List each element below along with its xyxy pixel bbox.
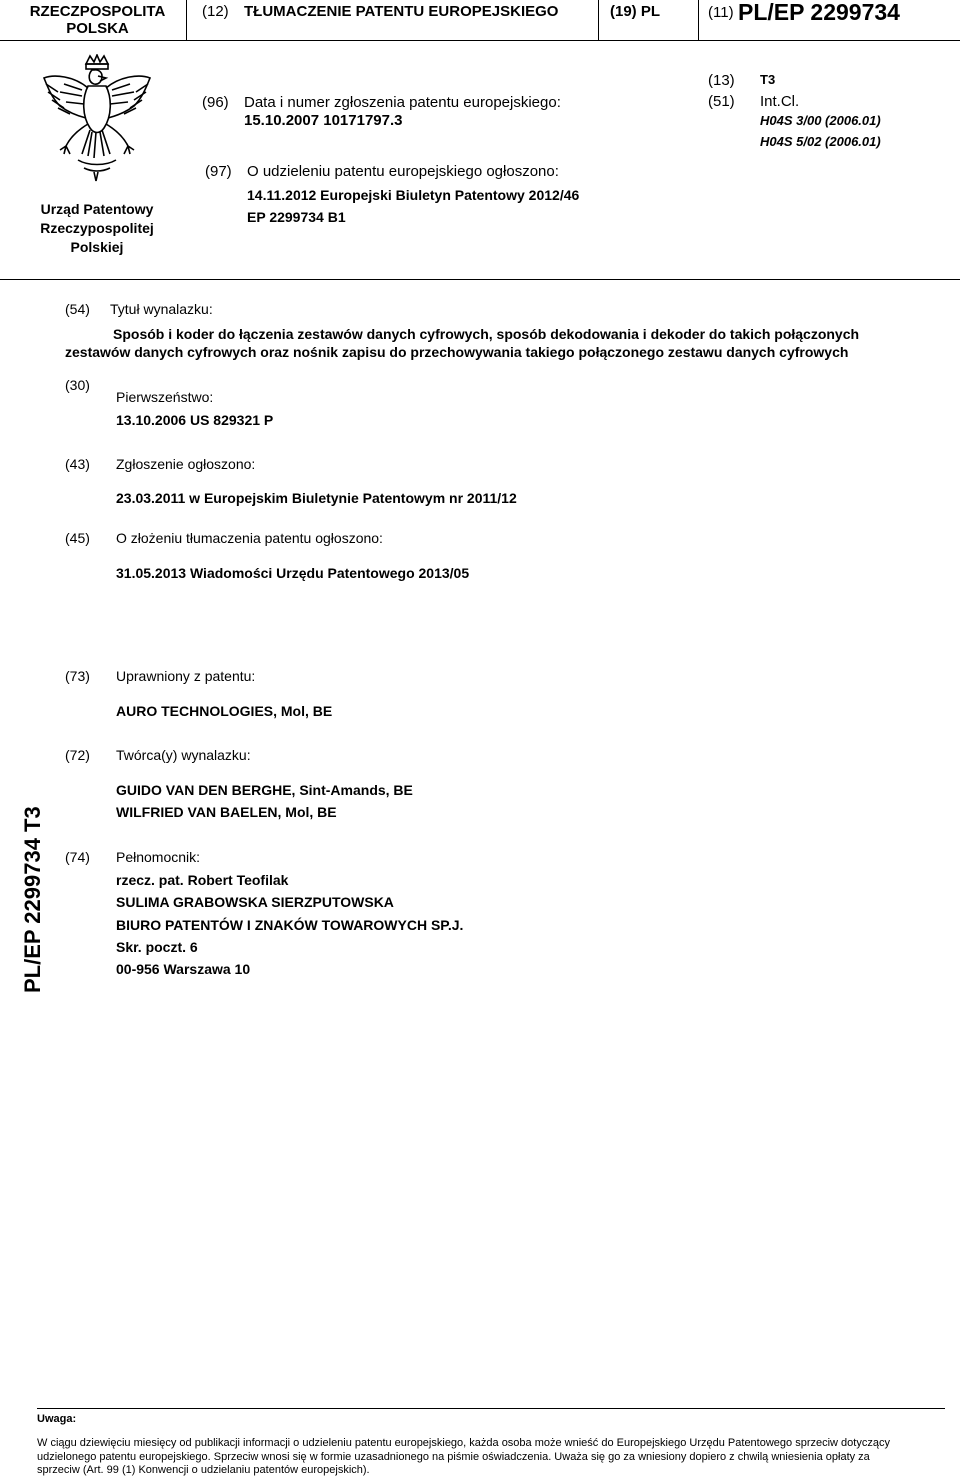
field-30-value: 13.10.2006 US 829321 P — [116, 412, 274, 428]
field-97-value2: EP 2299734 B1 — [247, 209, 346, 225]
polish-eagle-emblem-icon — [38, 54, 156, 182]
header-divider — [0, 40, 960, 41]
field-43-value: 23.03.2011 w Europejskim Biuletynie Patentowym nr 2011/12 — [116, 490, 517, 506]
code-43: (43) — [65, 456, 90, 472]
field-73-label: Uprawniony z patentu: — [116, 668, 256, 684]
country-line2: POLSKA — [66, 20, 129, 37]
header-vdivider-3 — [698, 0, 699, 40]
document-type: TŁUMACZENIE PATENTU EUROPEJSKIEGO — [244, 3, 559, 20]
footer-line1: W ciągu dziewięciu miesięcy od publikacji informacji o udzieleniu patentu europejskiego, każda osoba może wnieść do Europejskiego Urzędu Patentowego sprzeciw dotyczący — [37, 1437, 890, 1449]
code-12: (12) — [202, 3, 229, 20]
code-51: (51) — [708, 93, 735, 110]
code-72: (72) — [65, 747, 90, 763]
code-54: (54) — [65, 301, 90, 317]
field-45-value: 31.05.2013 Wiadomości Urzędu Patentowego 2013/05 — [116, 565, 470, 581]
field-30-label: Pierwszeństwo: — [116, 389, 214, 405]
field-45-label: O złożeniu tłumaczenia patentu ogłoszono: — [116, 530, 383, 546]
code-30: (30) — [65, 377, 90, 393]
footer-label: Uwaga: — [37, 1413, 77, 1425]
patent-office-name — [26, 200, 168, 257]
inventor-2: WILFRIED VAN BAELEN, Mol, BE — [116, 804, 337, 820]
footer-divider — [37, 1408, 945, 1409]
inventor-1: GUIDO VAN DEN BERGHE, Sint-Amands, BE — [116, 782, 413, 798]
office-line3: Polskiej — [70, 239, 124, 255]
field-13-value: T3 — [760, 72, 776, 87]
field-97-value: 14.11.2012 Europejski Biuletyn Patentowy 2012/46 — [247, 187, 580, 203]
footer-line3: sprzeciw (Art. 99 (1) Konwencji o udzielaniu patentów europejskich). — [37, 1464, 370, 1476]
field-43-label: Zgłoszenie ogłoszono: — [116, 456, 256, 472]
side-patent-label: PL/EP 2299734 T3 — [20, 806, 45, 993]
header-vdivider-2 — [598, 0, 599, 40]
attorney-line4: Skr. poczt. 6 — [116, 939, 198, 955]
office-line2: Rzeczypospolitej — [40, 220, 154, 236]
code-19: (19) PL — [610, 3, 661, 20]
invention-title-line1: Sposób i koder do łączenia zestawów danych cyfrowych, sposób dekodowania i dekoder do takich połączonych — [113, 326, 860, 342]
code-45: (45) — [65, 530, 90, 546]
code-11: (11) — [708, 4, 734, 21]
field-74-label: Pełnomocnik: — [116, 849, 201, 865]
attorney-line2: SULIMA GRABOWSKA SIERZPUTOWSKA — [116, 894, 394, 910]
invention-title-line2: zestawów danych cyfrowych oraz nośnik zapisu do przechowywania takiego połączonego zestawu danych cyfrowych — [65, 344, 849, 360]
field-72-label: Twórca(y) wynalazku: — [116, 747, 251, 763]
code-96: (96) — [202, 94, 229, 111]
field-96-label: Data i numer zgłoszenia patentu europejskiego: — [244, 94, 561, 111]
country-name — [20, 3, 175, 37]
country-line1: RZECZPOSPOLITA — [29, 3, 166, 20]
field-51-label: Int.Cl. — [760, 93, 800, 110]
section-divider — [0, 279, 960, 280]
field-97-label: O udzieleniu patentu europejskiego ogłoszono: — [247, 163, 559, 180]
code-13: (13) — [708, 72, 735, 89]
footer-line2: udzielonego patentu europejskiego. Sprzeciw wnosi się w formie uzasadnionego na piśmie oświadczenia. Uważa się go za wniesiony dopiero z chwilą wniesienia opłaty za — [37, 1451, 870, 1463]
code-73: (73) — [65, 668, 90, 684]
field-96-value: 15.10.2007 10171797.3 — [244, 112, 403, 129]
attorney-line3: BIURO PATENTÓW I ZNAKÓW TOWAROWYCH SP.J. — [116, 917, 464, 933]
attorney-line1: rzecz. pat. Robert Teofilak — [116, 872, 289, 888]
code-74: (74) — [65, 849, 90, 865]
code-97: (97) — [205, 163, 232, 180]
office-line1: Urząd Patentowy — [40, 201, 154, 217]
ipc-class-1: H04S 3/00 (2006.01) — [760, 113, 881, 128]
patent-number: PL/EP 2299734 — [738, 0, 900, 25]
header-vdivider-1 — [186, 0, 187, 40]
ipc-class-2: H04S 5/02 (2006.01) — [760, 134, 881, 149]
field-54-label: Tytuł wynalazku: — [110, 301, 213, 317]
attorney-line5: 00-956 Warszawa 10 — [116, 961, 251, 977]
field-73-value: AURO TECHNOLOGIES, Mol, BE — [116, 703, 333, 719]
